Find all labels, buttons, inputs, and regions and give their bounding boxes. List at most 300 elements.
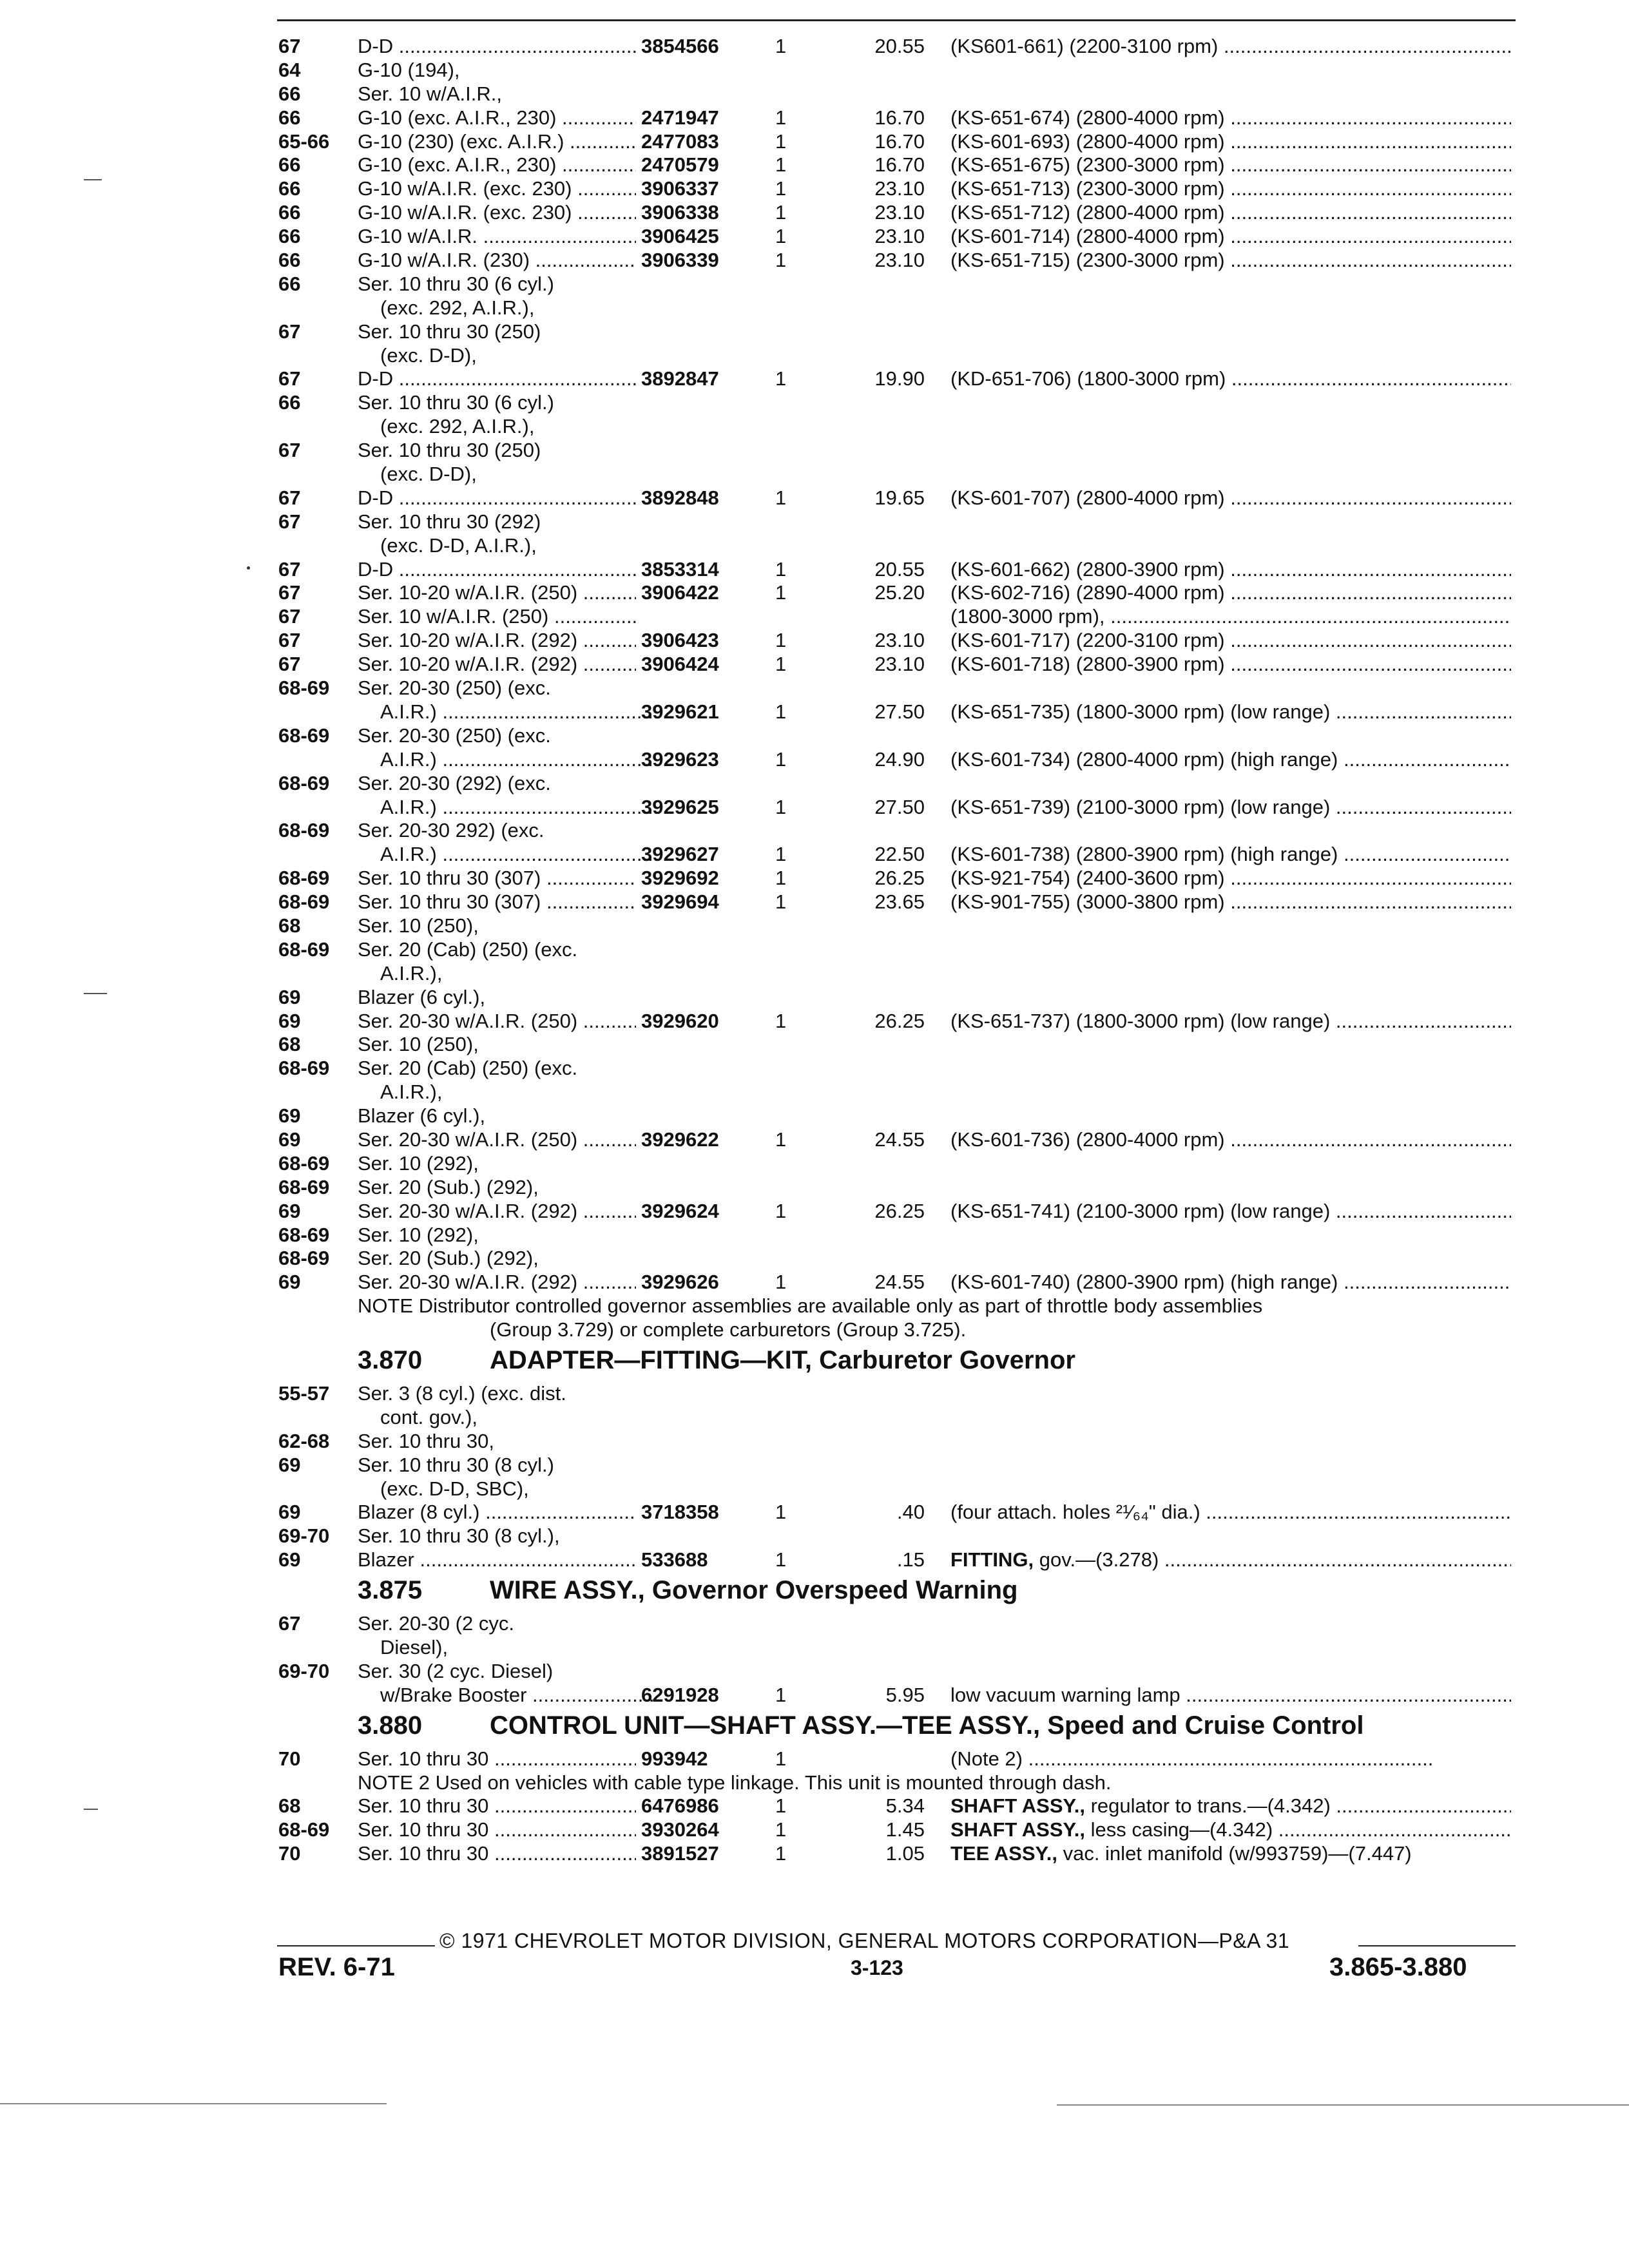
table-row	[0, 1430, 1629, 1454]
table-row	[0, 1224, 1629, 1247]
description-text: (KS-651-675) (2300-3000 rpm)	[950, 153, 1225, 177]
model-year: 69	[278, 1009, 301, 1032]
description	[950, 35, 1511, 59]
price: 24.55	[874, 1271, 925, 1294]
table-row	[0, 819, 1629, 843]
application: Ser. 3 (8 cyl.) (exc. dist.	[358, 1381, 566, 1405]
application: (exc. 292, A.I.R.),	[380, 296, 535, 319]
table-row	[0, 153, 1629, 177]
application: Blazer .....	[358, 1548, 636, 1572]
section-number: 3.880	[358, 1711, 423, 1740]
table-row	[0, 1247, 1629, 1271]
application: Ser. 10 (292),	[358, 1223, 479, 1246]
model-year: 62-68	[278, 1429, 330, 1452]
quantity: 1	[775, 629, 787, 652]
model-year: 67	[278, 653, 301, 676]
model-year: 67	[278, 367, 301, 390]
application: Ser. 10 thru 30 (292)	[358, 510, 541, 533]
application: w/Brake Booster .....	[380, 1684, 659, 1707]
table-row	[0, 962, 1629, 986]
note-line	[0, 1294, 1629, 1318]
application: G-10 w/A.I.R. .....	[358, 225, 636, 249]
application: Ser. 10 (292),	[358, 1151, 479, 1175]
model-year: 69	[278, 1199, 301, 1222]
table-row	[0, 1501, 1629, 1524]
part-number: 2471947	[641, 106, 719, 129]
section-heading	[0, 1707, 1629, 1747]
margin-mark	[84, 179, 102, 180]
table-row	[0, 1524, 1629, 1548]
table-row	[0, 1176, 1629, 1200]
price: 20.55	[874, 35, 925, 57]
table-row	[0, 1200, 1629, 1224]
model-year: 68-69	[278, 1223, 330, 1246]
table-row	[0, 1477, 1629, 1501]
application: Ser. 20 (Sub.) (292),	[358, 1247, 539, 1270]
application: Ser. 20-30 w/A.I.R. (292) .....	[358, 1271, 636, 1294]
model-year: 68	[278, 1033, 301, 1056]
model-year: 66	[278, 82, 301, 105]
table-row	[0, 629, 1629, 653]
price: 23.10	[874, 653, 925, 676]
part-number: 2477083	[641, 130, 719, 153]
part-number: 3854566	[641, 35, 719, 57]
table-row	[0, 439, 1629, 463]
description-text: (KS-601-740) (2800-3900 rpm) (high range)	[950, 1271, 1338, 1294]
price: 27.50	[874, 795, 925, 818]
quantity: 1	[775, 1271, 787, 1294]
description-text: (KS-651-741) (2100-3000 rpm) (low range)	[950, 1199, 1331, 1222]
price: 23.10	[874, 201, 925, 224]
model-year: 66	[278, 153, 301, 177]
part-number: 3906424	[641, 653, 719, 676]
description	[950, 748, 1511, 772]
table-row	[0, 1818, 1629, 1842]
part-number: 3891527	[641, 1842, 719, 1865]
model-year: 69-70	[278, 1524, 330, 1548]
footer-rule-left	[277, 1945, 435, 1946]
table-row	[0, 177, 1629, 201]
application: Ser. 10 w/A.I.R. (250) .....	[358, 605, 636, 629]
description-text: (KS-601-734) (2800-4000 rpm) (high range)	[950, 747, 1338, 771]
application: Ser. 10 thru 30 .....	[358, 1747, 636, 1771]
model-year: 67	[278, 581, 301, 604]
table-row	[0, 938, 1629, 962]
application: Ser. 30 (2 cyc. Diesel)	[358, 1659, 554, 1682]
description	[950, 796, 1511, 820]
application: Ser. 10 thru 30 (307) .....	[358, 890, 636, 914]
model-year: 66	[278, 272, 301, 295]
application: cont. gov.),	[380, 1405, 478, 1428]
quantity: 1	[775, 653, 787, 676]
part-number: 3929624	[641, 1199, 719, 1222]
quantity: 1	[775, 1794, 787, 1818]
quantity: 1	[775, 843, 787, 866]
application: G-10 (230) (exc. A.I.R.) .....	[358, 130, 636, 154]
model-year: 69	[278, 1548, 301, 1571]
price: 23.65	[874, 890, 925, 914]
application: Ser. 10-20 w/A.I.R. (292) .....	[358, 629, 636, 653]
application: Ser. 10 thru 30 (307) .....	[358, 867, 636, 890]
description-text: (KS-601-693) (2800-4000 rpm)	[950, 130, 1225, 153]
table-row	[0, 486, 1629, 510]
part-number: 3892848	[641, 486, 719, 509]
application: Ser. 20-30 w/A.I.R. (292) .....	[358, 1200, 636, 1224]
application: Ser. 10 thru 30 .....	[358, 1842, 636, 1866]
description	[950, 201, 1511, 225]
quantity: 1	[775, 130, 787, 153]
description	[950, 1200, 1511, 1224]
note-text: NOTE Distributor controlled governor assemblies are available only as part of throttle body assemblies	[358, 1294, 1263, 1318]
application: D-D .....	[358, 367, 636, 391]
description-text: (KD-651-706) (1800-3000 rpm)	[950, 367, 1226, 390]
description-text: (KS-601-707) (2800-4000 rpm)	[950, 486, 1225, 509]
application: Ser. 10 (250),	[358, 1033, 479, 1056]
application: D-D .....	[358, 35, 636, 59]
model-year: 68-69	[278, 724, 330, 747]
table-row	[0, 1406, 1629, 1430]
quantity: 1	[775, 1501, 787, 1524]
description-text: regulator to trans.—(4.342)	[1085, 1794, 1331, 1818]
table-row	[0, 1660, 1629, 1684]
model-year: 67	[278, 486, 301, 509]
application: G-10 w/A.I.R. (exc. 230) .....	[358, 201, 636, 225]
quantity: 1	[775, 795, 787, 818]
table-row	[0, 130, 1629, 154]
description-text: (KS-651-739) (2100-3000 rpm) (low range)	[950, 795, 1331, 818]
note-line	[0, 1771, 1629, 1795]
quantity: 1	[775, 35, 787, 57]
quantity: 1	[775, 1548, 787, 1571]
table-row	[0, 249, 1629, 273]
model-year: 66	[278, 391, 301, 414]
part-number: 3906425	[641, 225, 719, 248]
application: Ser. 10 (250),	[358, 914, 479, 937]
application: Ser. 10 thru 30 (250)	[358, 320, 541, 343]
description-text: (KS-601-714) (2800-4000 rpm)	[950, 225, 1225, 248]
description	[950, 1747, 1511, 1771]
price: 27.50	[874, 700, 925, 723]
description	[950, 153, 1511, 177]
model-year: 68	[278, 1794, 301, 1818]
footer-rule-right	[1358, 1945, 1516, 1946]
description-text: (KS-601-717) (2200-3100 rpm)	[950, 629, 1225, 652]
price: 19.90	[874, 367, 925, 390]
part-number: 3929623	[641, 747, 719, 771]
description-text: (KS-651-735) (1800-3000 rpm) (low range)	[950, 700, 1331, 723]
description-keyword: SHAFT ASSY.,	[950, 1794, 1085, 1818]
quantity: 1	[775, 1818, 787, 1841]
model-year: 68-69	[278, 1057, 330, 1080]
model-year: 67	[278, 320, 301, 343]
quantity: 1	[775, 1747, 787, 1770]
description-text: vac. inlet manifold (w/993759)—(7.447)	[1057, 1842, 1412, 1865]
model-year: 69	[278, 1453, 301, 1476]
description-text: (KS-601-738) (2800-3900 rpm) (high range)	[950, 843, 1338, 866]
application: G-10 w/A.I.R. (exc. 230) .....	[358, 177, 636, 201]
table-row	[0, 296, 1629, 320]
description	[950, 1548, 1511, 1572]
application: Ser. 20 (Sub.) (292),	[358, 1175, 539, 1198]
price: .40	[896, 1501, 925, 1524]
quantity: 1	[775, 249, 787, 272]
top-rule	[277, 19, 1516, 21]
part-number: 3906339	[641, 249, 719, 272]
part-number: 533688	[641, 1548, 708, 1571]
model-year: 69	[278, 1128, 301, 1151]
section-heading	[0, 1572, 1629, 1612]
application: A.I.R.),	[380, 1081, 443, 1104]
quantity: 1	[775, 153, 787, 177]
application: Ser. 20-30 (250) (exc.	[358, 677, 551, 700]
section-heading	[0, 1342, 1629, 1382]
application: Ser. 10 w/A.I.R.,	[358, 82, 502, 105]
application: D-D .....	[358, 558, 636, 582]
description-text: (KS-651-712) (2800-4000 rpm)	[950, 201, 1225, 224]
application: A.I.R.),	[380, 961, 443, 985]
model-year: 70	[278, 1842, 301, 1865]
model-year: 67	[278, 439, 301, 462]
application: Ser. 10 thru 30 (8 cyl.),	[358, 1524, 560, 1548]
margin-mark	[84, 1809, 98, 1810]
model-year: 68-69	[278, 867, 330, 890]
model-year: 68-69	[278, 1175, 330, 1198]
description	[950, 653, 1511, 677]
table-row	[0, 1684, 1629, 1707]
description-keyword: TEE ASSY.,	[950, 1842, 1057, 1865]
model-year: 68-69	[278, 890, 330, 914]
quantity: 1	[775, 581, 787, 604]
description	[950, 843, 1511, 867]
price: 23.10	[874, 225, 925, 248]
table-row	[0, 1010, 1629, 1033]
table-row	[0, 1636, 1629, 1660]
quantity: 1	[775, 225, 787, 248]
table-row	[0, 653, 1629, 677]
scan-edge-line	[0, 2103, 387, 2104]
table-row	[0, 1033, 1629, 1057]
table-row	[0, 890, 1629, 914]
application: Ser. 10 thru 30 (6 cyl.)	[358, 272, 554, 295]
section-number: 3.870	[358, 1345, 423, 1374]
copyright-line: © 1971 CHEVROLET MOTOR DIVISION, GENERAL MOTORS CORPORATION—P&A 31	[439, 1929, 1290, 1952]
part-number: 3718358	[641, 1501, 719, 1524]
price: 5.95	[885, 1683, 925, 1706]
application: A.I.R.) .....	[380, 796, 659, 820]
application: Blazer (6 cyl.),	[358, 985, 486, 1008]
table-row	[0, 320, 1629, 344]
table-row	[0, 225, 1629, 249]
part-number: 3929622	[641, 1128, 719, 1151]
application: Ser. 10 thru 30 (6 cyl.)	[358, 391, 554, 414]
part-number: 3929620	[641, 1009, 719, 1032]
application: Ser. 10 thru 30 .....	[358, 1818, 636, 1842]
price: 19.65	[874, 486, 925, 509]
note-text: (Group 3.729) or complete carburetors (Group 3.725).	[490, 1318, 967, 1341]
margin-dot	[247, 566, 250, 570]
application: Ser. 20-30 w/A.I.R. (250) .....	[358, 1128, 636, 1152]
model-year: 66	[278, 201, 301, 224]
application: Ser. 10-20 w/A.I.R. (250) .....	[358, 581, 636, 605]
model-year: 67	[278, 605, 301, 628]
table-row	[0, 867, 1629, 890]
application: (exc. D-D, SBC),	[380, 1477, 529, 1500]
description-text: gov.—(3.278)	[1034, 1548, 1159, 1571]
price: 23.10	[874, 249, 925, 272]
price: 23.10	[874, 177, 925, 200]
table-row	[0, 1747, 1629, 1771]
table-row	[0, 463, 1629, 486]
part-number: 3929625	[641, 795, 719, 818]
description	[950, 1010, 1511, 1033]
section-title: CONTROL UNIT—SHAFT ASSY.—TEE ASSY., Speed and Cruise Control	[490, 1711, 1364, 1740]
description	[950, 1842, 1511, 1866]
table-row	[0, 843, 1629, 867]
model-year: 69	[278, 985, 301, 1008]
part-number: 3853314	[641, 557, 719, 581]
model-year: 68-69	[278, 1247, 330, 1270]
application: (exc. D-D),	[380, 463, 477, 486]
quantity: 1	[775, 557, 787, 581]
application: G-10 (194),	[358, 58, 460, 81]
description-keyword: FITTING,	[950, 1548, 1034, 1571]
table-row	[0, 1454, 1629, 1477]
description	[950, 130, 1511, 154]
section-number: 3.875	[358, 1576, 423, 1605]
price: 16.70	[874, 130, 925, 153]
part-number: 3892847	[641, 367, 719, 390]
quantity: 1	[775, 700, 787, 723]
description-text: less casing—(4.342)	[1085, 1818, 1273, 1841]
table-row	[0, 344, 1629, 368]
table-row	[0, 82, 1629, 106]
part-number: 3929621	[641, 700, 719, 723]
table-row	[0, 510, 1629, 534]
quantity: 1	[775, 1842, 787, 1865]
description	[950, 1128, 1511, 1152]
description	[950, 486, 1511, 510]
application: G-10 w/A.I.R. (230) .....	[358, 249, 636, 273]
description	[950, 1818, 1511, 1842]
description	[950, 177, 1511, 201]
application: Ser. 10 thru 30 .....	[358, 1794, 636, 1818]
model-year: 67	[278, 557, 301, 581]
price: 24.90	[874, 747, 925, 771]
application: Ser. 20-30 (250) (exc.	[358, 724, 551, 747]
note-line	[0, 1318, 1629, 1342]
table-row	[0, 724, 1629, 748]
description	[950, 629, 1511, 653]
model-year: 69-70	[278, 1659, 330, 1682]
part-number: 3929626	[641, 1271, 719, 1294]
model-year: 68-69	[278, 937, 330, 961]
description-text: (KS601-661) (2200-3100 rpm)	[950, 35, 1219, 57]
application: A.I.R.) .....	[380, 843, 659, 867]
description	[950, 700, 1511, 724]
model-year: 66	[278, 249, 301, 272]
application: Ser. 20-30 (2 cyc.	[358, 1612, 514, 1635]
quantity: 1	[775, 1199, 787, 1222]
model-year: 70	[278, 1747, 301, 1770]
price: 1.05	[885, 1842, 925, 1865]
price: 24.55	[874, 1128, 925, 1151]
quantity: 1	[775, 890, 787, 914]
table-row	[0, 391, 1629, 415]
model-year: 68	[278, 914, 301, 937]
model-year: 68-69	[278, 677, 330, 700]
price: 16.70	[874, 153, 925, 177]
quantity: 1	[775, 201, 787, 224]
price: .15	[896, 1548, 925, 1571]
model-year: 68-69	[278, 819, 330, 842]
price: 23.10	[874, 629, 925, 652]
model-year: 66	[278, 106, 301, 129]
application: A.I.R.) .....	[380, 748, 659, 772]
part-number: 3929694	[641, 890, 719, 914]
description-text: (KS-601-718) (2800-3900 rpm)	[950, 653, 1225, 676]
part-number: 3929627	[641, 843, 719, 866]
description-text: (KS-901-755) (3000-3800 rpm)	[950, 890, 1225, 914]
revision-label: REV. 6-71	[278, 1953, 395, 1981]
table-row	[0, 748, 1629, 772]
table-row	[0, 914, 1629, 938]
model-year: 64	[278, 58, 301, 81]
part-number: 3906423	[641, 629, 719, 652]
table-row	[0, 35, 1629, 59]
description-keyword: SHAFT ASSY.,	[950, 1818, 1085, 1841]
price: 20.55	[874, 557, 925, 581]
part-number: 3906337	[641, 177, 719, 200]
model-year: 69	[278, 1104, 301, 1128]
part-number: 3930264	[641, 1818, 719, 1841]
application: Ser. 10 thru 30,	[358, 1429, 494, 1452]
application: Ser. 10 thru 30 (8 cyl.)	[358, 1453, 554, 1476]
price: 1.45	[885, 1818, 925, 1841]
description	[950, 867, 1511, 890]
price: 26.25	[874, 1009, 925, 1032]
description	[950, 605, 1511, 629]
model-year: 66	[278, 177, 301, 200]
application: G-10 (exc. A.I.R., 230) .....	[358, 153, 636, 177]
table-row	[0, 677, 1629, 700]
application: Ser. 20-30 292) (exc.	[358, 819, 545, 842]
section-title: ADAPTER—FITTING—KIT, Carburetor Governor	[490, 1345, 1075, 1374]
page-number: 3-123	[851, 1956, 903, 1979]
table-row	[0, 581, 1629, 605]
quantity: 1	[775, 1683, 787, 1706]
description-text: (KS-651-715) (2300-3000 rpm)	[950, 249, 1225, 272]
table-row	[0, 1081, 1629, 1104]
description-text: low vacuum warning lamp	[950, 1683, 1181, 1706]
part-number: 993942	[641, 1747, 708, 1770]
quantity: 1	[775, 106, 787, 129]
part-number: 3906338	[641, 201, 719, 224]
model-year: 68-69	[278, 1151, 330, 1175]
description	[950, 581, 1511, 605]
table-row	[0, 1057, 1629, 1081]
description	[950, 1684, 1511, 1707]
application: Ser. 20 (Cab) (250) (exc.	[358, 1057, 578, 1080]
description-text: (KS-601-736) (2800-4000 rpm)	[950, 1128, 1225, 1151]
table-row	[0, 1104, 1629, 1128]
description-text: (KS-651-737) (1800-3000 rpm) (low range)	[950, 1009, 1331, 1032]
application: (exc. 292, A.I.R.),	[380, 415, 535, 438]
table-row	[0, 1794, 1629, 1818]
table-row	[0, 1152, 1629, 1176]
description	[950, 1794, 1511, 1818]
part-number: 6476986	[641, 1794, 719, 1818]
table-row	[0, 1271, 1629, 1294]
